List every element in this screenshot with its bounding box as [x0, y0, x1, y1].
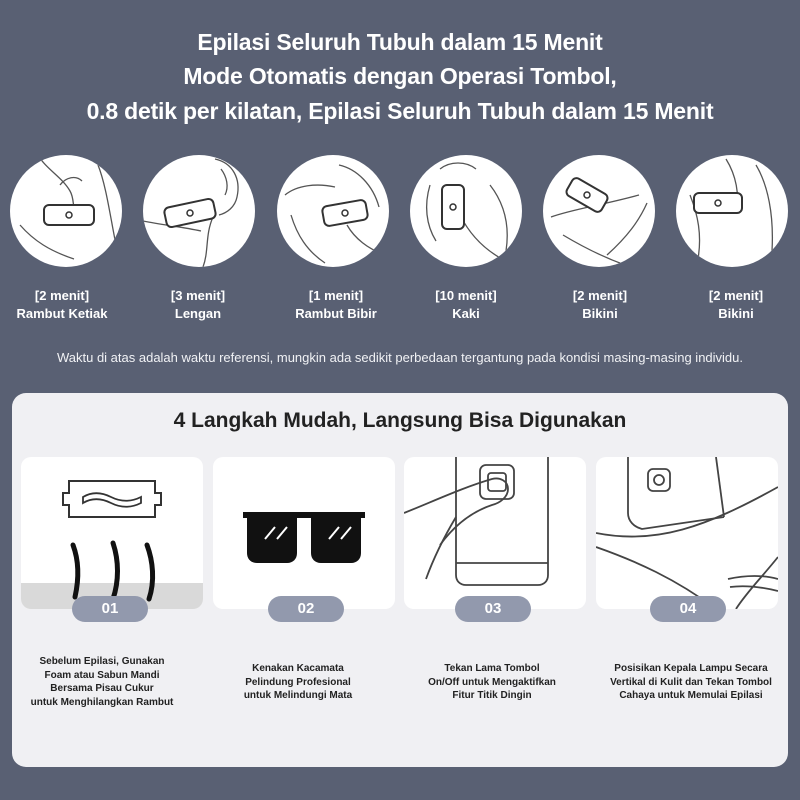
- step-line: Foam atau Sabun Mandi: [44, 669, 160, 681]
- zone-label: [0, 287, 127, 323]
- reference-note: Waktu di atas adalah waktu referensi, mungkin ada sedikit perbedaan tergantung pada kondisi masing-masing individu.: [56, 350, 744, 365]
- zone-time: [3 menit]: [170, 288, 226, 303]
- step-line: Sebelum Epilasi, Gunakan: [39, 656, 165, 667]
- step-description: [397, 662, 587, 703]
- zone-time: [10 menit]: [435, 288, 497, 303]
- step-description: [7, 655, 197, 709]
- zone-area: Rambut Bibir: [295, 306, 377, 321]
- step-line: Cahaya untuk Memulai Epilasi: [619, 690, 763, 701]
- headline-line-3: 0.8 detik per kilatan, Epilasi Seluruh Tubuh dalam 15 Menit: [86, 98, 714, 124]
- step-line: Tekan Lama Tombol: [444, 663, 540, 674]
- step-number-badge: 01: [72, 596, 148, 622]
- sunglasses-icon: [213, 457, 395, 609]
- zone-area: Rambut Ketiak: [16, 306, 108, 321]
- press-button-icon: [404, 457, 586, 609]
- bikini-illustration-2-icon: [676, 155, 788, 267]
- step-description: [596, 662, 786, 703]
- headline-line-1: Epilasi Seluruh Tubuh dalam 15 Menit: [197, 29, 603, 55]
- step-number-badge: 04: [650, 596, 726, 622]
- bikini-illustration-icon: [543, 155, 655, 267]
- zone-area: Bikini: [718, 306, 754, 321]
- step-line: Fitur Titik Dingin: [452, 690, 532, 701]
- step-line: untuk Menghilangkan Rambut: [30, 696, 174, 708]
- step-line: Pelindung Profesional: [245, 676, 351, 688]
- step-line: On/Off untuk Mengaktifkan: [428, 676, 556, 688]
- lip-illustration-icon: [277, 155, 389, 267]
- armpit-illustration-icon: [10, 155, 122, 267]
- leg-illustration-icon: [410, 155, 522, 267]
- step-description: [203, 662, 393, 703]
- steps-title: 4 Langkah Mudah, Langsung Bisa Digunakan: [173, 409, 627, 432]
- step-line: Posisikan Kepala Lampu Secara: [614, 663, 768, 674]
- headline-line-2: Mode Otomatis dengan Operasi Tombol,: [183, 63, 617, 89]
- zone-label: [133, 287, 263, 323]
- step-number-badge: 02: [268, 596, 344, 622]
- step-line: Vertikal di Kulit dan Tekan Tombol: [610, 676, 772, 688]
- device-on-skin-icon: [596, 457, 778, 609]
- zone-time: [2 menit]: [34, 288, 90, 303]
- zone-time: [1 menit]: [308, 288, 364, 303]
- step-number-badge: 03: [455, 596, 531, 622]
- zone-area: Lengan: [174, 306, 222, 321]
- zone-time: [2 menit]: [708, 288, 764, 303]
- zone-label: [401, 287, 531, 323]
- zone-label: [271, 287, 401, 323]
- razor-blade-icon: [21, 457, 203, 609]
- step-line: Kenakan Kacamata: [252, 663, 344, 674]
- zone-time: [2 menit]: [572, 288, 628, 303]
- arm-illustration-icon: [143, 155, 255, 267]
- step-line: untuk Melindungi Mata: [243, 690, 353, 701]
- zone-label: [671, 287, 800, 323]
- step-line: Bersama Pisau Cukur: [50, 683, 154, 694]
- zone-area: Kaki: [452, 306, 480, 321]
- zone-label: [535, 287, 665, 323]
- zone-area: Bikini: [582, 306, 618, 321]
